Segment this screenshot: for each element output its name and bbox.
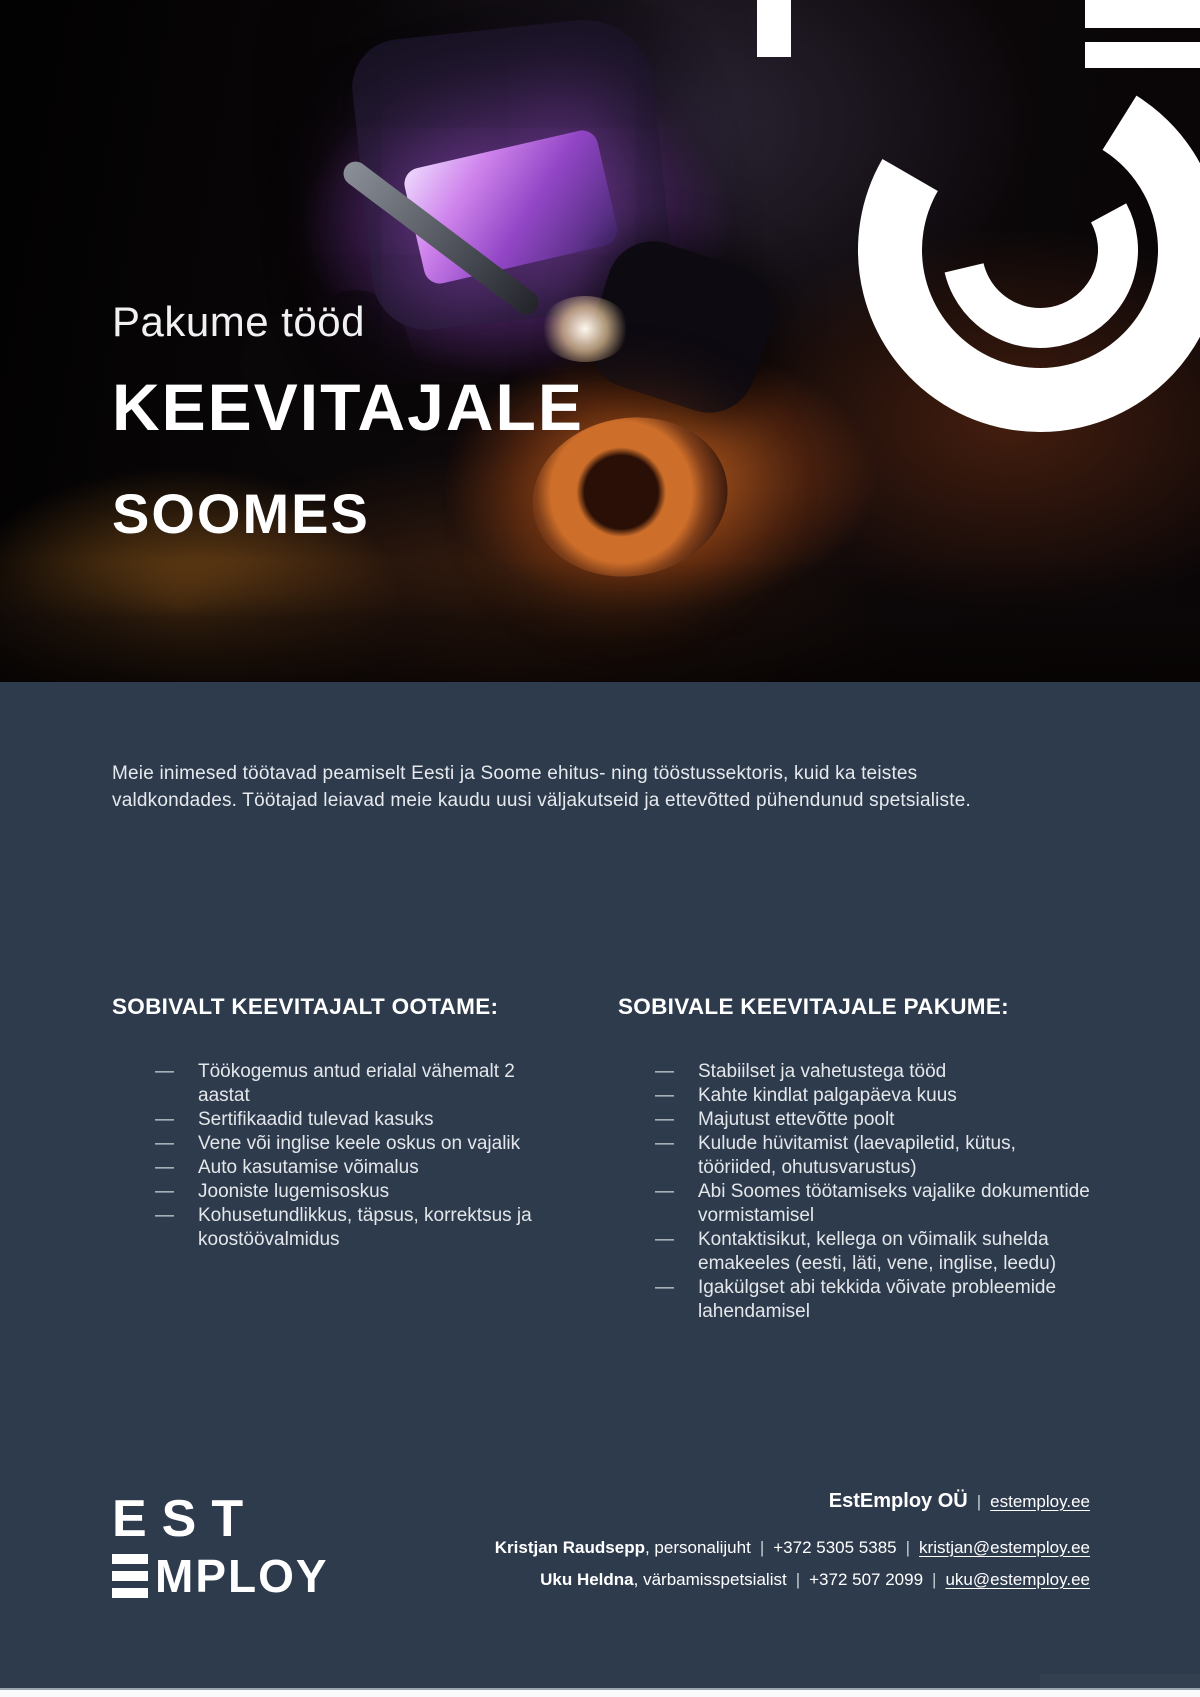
dash-bullet: — [655,1109,674,1130]
email-link[interactable]: uku@estemploy.ee [945,1570,1090,1589]
logo-row-employ [112,1550,329,1602]
list-item-text: Kontaktisikut, kellega on võimalik suhelda emakeeles (eesti, läti, vene, inglise, leedu) [698,1229,1057,1274]
list-item [112,1204,542,1252]
list-item [618,1180,1090,1228]
list-item [618,1228,1090,1276]
website-link[interactable]: estemploy.ee [990,1492,1090,1511]
expectations-heading: SOBIVALT KEEVITAJALT OOTAME: [112,994,499,1019]
estemploy-logo [112,1490,329,1602]
email-link[interactable]: kristjan@estemploy.ee [919,1538,1090,1557]
offers-column [618,994,1090,1324]
list-item [618,1132,1090,1180]
contact-line [540,1570,1090,1590]
list-item-text: Töökogemus antud erialal vähemalt 2 aastat [198,1061,515,1106]
dash-bullet: — [655,1181,674,1202]
list-item [618,1060,1090,1084]
logo-text-est: EST [112,1490,259,1548]
dash-bullet: — [655,1085,674,1106]
logo-text-mploy: MPLOY [155,1550,329,1602]
separator: | [905,1538,911,1557]
contact-phone: +372 5305 5385 [773,1538,897,1557]
intro-paragraph: Meie inimesed töötavad peamiselt Eesti ja Soome ehitus- ning tööstussektoris, kuid ka teistes valdkondades. Töötajad leiavad meie kaudu uusi väljakutseid ja ettevõtted pühendunud spetsialiste. [112,763,971,811]
list-item-text: Abi Soomes töötamiseks vajalike dokumentide vormistamisel [698,1181,1090,1226]
company-line [829,1490,1090,1513]
list-item [618,1108,1090,1132]
contact-line [495,1538,1090,1558]
company-name: EstEmploy OÜ [828,1490,968,1512]
list-item-text: Auto kasutamise võimalus [198,1157,419,1178]
contact-role: , personalijuht [644,1538,751,1557]
dash-bullet: — [655,1277,674,1298]
separator: | [759,1538,765,1557]
content-section [0,682,1200,1688]
dash-bullet: — [655,1133,674,1154]
expectations-column [112,994,542,1252]
list-item-text: Kahte kindlat palgapäeva kuus [698,1085,957,1106]
hero-kicker: Pakume tööd [112,298,365,345]
contact-name: Uku Heldna [540,1570,634,1589]
offers-list [618,1060,1090,1324]
dash-bullet: — [155,1109,174,1130]
list-item [112,1108,542,1132]
list-item-text: Stabiilset ja vahetustega tööd [698,1061,947,1082]
list-item-text: Majutust ettevõtte poolt [698,1109,895,1130]
list-item-text: Sertifikaadid tulevad kasuks [198,1109,434,1130]
dash-bullet: — [155,1061,174,1082]
dash-bullet: — [155,1157,174,1178]
expectations-list [112,1060,542,1252]
hero-section [0,0,1200,682]
brand-mark-icon [740,0,1200,480]
dash-bullet: — [155,1205,174,1226]
logo-e-bars-icon [112,1554,148,1598]
contact-name: Kristjan Raudsepp [494,1538,645,1557]
dash-bullet: — [155,1181,174,1202]
corner-shade [1040,1674,1200,1688]
dash-bullet: — [655,1229,674,1250]
dash-bullet: — [155,1133,174,1154]
list-item-text: Vene või inglise keele oskus on vajalik [198,1133,521,1154]
dash-bullet: — [655,1061,674,1082]
list-item-text: Kohusetundlikkus, täpsus, korrektsus ja koostöövalmidus [198,1205,532,1250]
offers-heading: SOBIVALE KEEVITAJALE PAKUME: [618,994,1009,1019]
workbench-shadow-shape [0,560,1200,682]
list-item [112,1180,542,1204]
separator: | [976,1492,982,1511]
separator: | [795,1570,801,1589]
list-item-text: Jooniste lugemisoskus [198,1181,390,1202]
hero-subtitle: SOOMES [112,482,370,545]
hero-text-block [112,298,584,545]
list-item [112,1156,542,1180]
contact-phone: +372 507 2099 [809,1570,924,1589]
list-item [112,1132,542,1156]
list-item [618,1276,1090,1324]
contact-role: , värbamisspetsialist [633,1570,787,1589]
list-item-text: Igakülgset abi tekkida võivate probleemide lahendamisel [698,1277,1057,1322]
separator: | [932,1570,937,1589]
hero-title: KEEVITAJALE [112,370,584,444]
list-item-text: Kulude hüvitamist (laevapiletid, kütus, tööriided, ohutusvarustus) [698,1133,1016,1178]
list-item [618,1084,1090,1108]
bottom-divider [0,1688,1200,1697]
list-item [112,1060,542,1108]
